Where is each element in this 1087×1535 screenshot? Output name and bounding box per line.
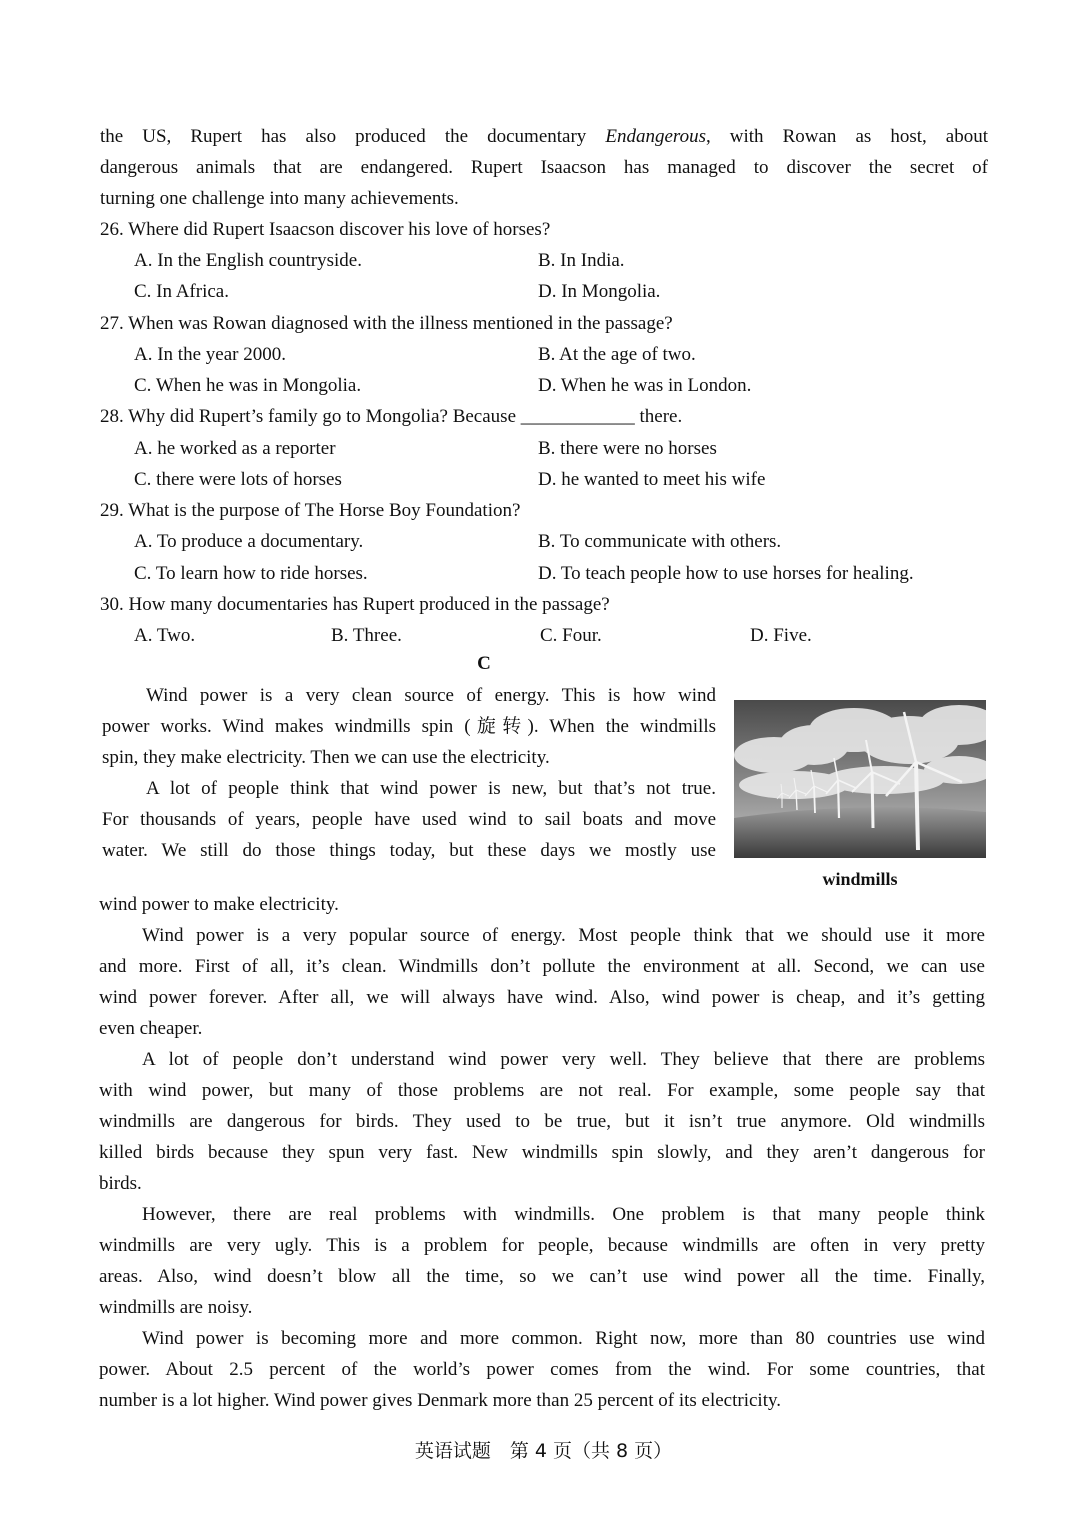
body-line: even cheaper. (99, 1018, 203, 1039)
body-line: and more. First of all, it’s clean. Windmills don’t pollute the environment at all. Second, we can use (99, 956, 985, 977)
body-line: with wind power, but many of those problems are not real. For example, some people say that (99, 1080, 985, 1101)
question-26 (100, 214, 990, 245)
full-width-paragraphs (99, 889, 985, 1416)
figure-caption: windmills (822, 869, 898, 889)
question-stem: 26. Where did Rupert Isaacson discover his love of horses? (100, 219, 551, 240)
body-line: killed birds because they spun very fast. New windmills spin slowly, and they aren’t dangerous for (99, 1142, 985, 1163)
page-footer: 英语试题 第 4 页（共 8 页） (414, 1440, 673, 1462)
option-30-b[interactable]: B. Three. (331, 625, 402, 646)
option-29-d[interactable]: D. To teach people how to use horses for healing. (538, 563, 914, 584)
question-stem: 29. What is the purpose of The Horse Boy Foundation? (100, 500, 521, 521)
option-26-b[interactable]: B. In India. (538, 250, 625, 271)
option-27-b[interactable]: B. At the age of two. (538, 344, 696, 365)
body-line: windmills are very ugly. This is a problem for people, because windmills are often in very pretty (99, 1235, 985, 1256)
para-1-line-3: spin, they make electricity. Then we can use the electricity. (102, 747, 550, 768)
question-stem: 30. How many documentaries has Rupert produced in the passage? (100, 594, 610, 615)
option-30-a[interactable]: A. Two. (134, 625, 196, 646)
windmills-photo (734, 700, 986, 858)
question-stem: 28. Why did Rupert’s family go to Mongolia? Because ____________ there. (100, 406, 683, 427)
body-line: However, there are real problems with windmills. One problem is that many people think (142, 1204, 985, 1225)
para-2-line-2: For thousands of years, people have used wind to sail boats and move (102, 809, 716, 830)
option-28-b[interactable]: B. there were no horses (538, 438, 717, 459)
option-29-a[interactable]: A. To produce a documentary. (134, 531, 364, 552)
intro-line-1: the US, Rupert has also produced the documentary Endangerous, with Rowan as host, about (100, 126, 988, 147)
question-27 (100, 308, 990, 339)
option-28-d[interactable]: D. he wanted to meet his wife (538, 469, 766, 490)
option-29-c[interactable]: C. To learn how to ride horses. (134, 563, 368, 584)
para-2-line-3: water. We still do those things today, but these days we mostly use (102, 840, 716, 861)
para-1-line-1: Wind power is a very clean source of energy. This is how wind (146, 685, 716, 706)
option-26-a[interactable]: A. In the English countryside. (134, 250, 362, 271)
body-line: power. About 2.5 percent of the world’s power comes from the wind. For some countries, that (99, 1359, 985, 1380)
windmills-image (734, 700, 986, 858)
option-27-a[interactable]: A. In the year 2000. (134, 344, 286, 365)
body-line: Wind power is becoming more and more common. Right now, more than 80 countries use wind (142, 1328, 985, 1349)
option-28-a[interactable]: A. he worked as a reporter (134, 438, 336, 459)
option-26-c[interactable]: C. In Africa. (134, 281, 229, 302)
option-30-d[interactable]: D. Five. (750, 625, 812, 646)
question-stem: 27. When was Rowan diagnosed with the illness mentioned in the passage? (100, 313, 673, 334)
option-30-c[interactable]: C. Four. (540, 625, 602, 646)
option-29-b[interactable]: B. To communicate with others. (538, 531, 782, 552)
body-line: number is a lot higher. Wind power gives Denmark more than 25 percent of its electricity. (99, 1390, 781, 1411)
intro-line-3: turning one challenge into many achievements. (100, 188, 459, 209)
body-line: birds. (99, 1173, 142, 1194)
question-28 (100, 401, 990, 432)
question-30 (100, 589, 990, 620)
intro-paragraph (100, 121, 988, 214)
option-26-d[interactable]: D. In Mongolia. (538, 281, 661, 302)
body-line: windmills are noisy. (99, 1297, 253, 1318)
question-29 (100, 495, 990, 526)
para-2-line-1: A lot of people think that wind power is new, but that’s not true. (146, 778, 716, 799)
wrapped-paragraphs (102, 680, 716, 866)
intro-line-2: dangerous animals that are endangered. Rupert Isaacson has managed to discover the secret of (100, 157, 988, 178)
body-line: wind power forever. After all, we will always have wind. Also, wind power is cheap, and it’s getting (99, 987, 985, 1008)
body-line: Wind power is a very popular source of energy. Most people think that we should use it more (142, 925, 985, 946)
section-heading: C (477, 653, 491, 674)
body-line: wind power to make electricity. (99, 894, 339, 915)
body-line: areas. Also, wind doesn’t blow all the time, so we can’t use wind power all the time. Finally, (99, 1266, 985, 1287)
option-27-c[interactable]: C. When he was in Mongolia. (134, 375, 362, 396)
para-1-line-2: power works. Wind makes windmills spin (旋转). When the windmills (102, 716, 716, 737)
body-line: windmills are dangerous for birds. They used to be true, but it isn’t true anymore. Old windmills (99, 1111, 985, 1132)
option-28-c[interactable]: C. there were lots of horses (134, 469, 342, 490)
documentary-title: Endangerous (605, 126, 706, 147)
option-27-d[interactable]: D. When he was in London. (538, 375, 752, 396)
body-line: A lot of people don’t understand wind power very well. They believe that there are problems (142, 1049, 985, 1070)
